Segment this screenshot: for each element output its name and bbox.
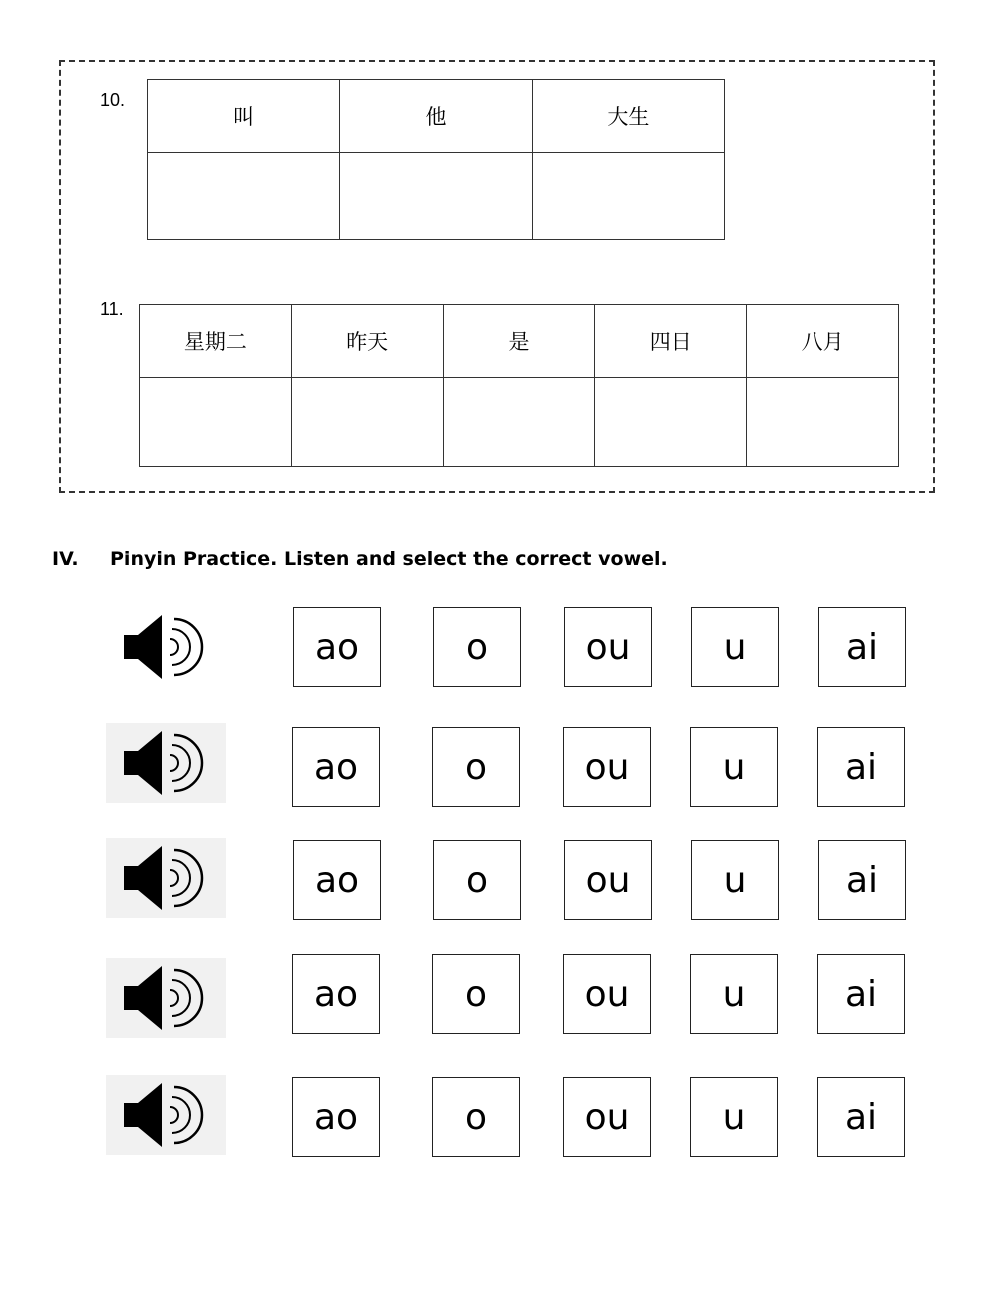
q10-header-cell: 大生 [532, 80, 724, 153]
q10-header-cell: 叫 [148, 80, 340, 153]
vowel-option-o[interactable]: o [432, 954, 520, 1034]
vowel-option-o[interactable]: o [432, 727, 520, 807]
vowel-option-ao[interactable]: ao [293, 607, 381, 687]
vowel-option-o[interactable]: o [433, 840, 521, 920]
q11-answer-cell[interactable] [140, 378, 292, 467]
vowel-option-ou[interactable]: ou [564, 607, 652, 687]
vowel-option-ao[interactable]: ao [292, 954, 380, 1034]
pinyin-row [0, 954, 1000, 1038]
question-11-table [139, 304, 899, 467]
vowel-option-ai[interactable]: ai [818, 840, 906, 920]
speaker-button[interactable] [106, 1075, 226, 1155]
q11-header-cell: 昨天 [291, 305, 443, 378]
q10-answer-cell[interactable] [340, 153, 532, 240]
q10-header-cell: 他 [340, 80, 532, 153]
speaker-button[interactable] [106, 958, 226, 1038]
vowel-option-ou[interactable]: ou [563, 954, 651, 1034]
vowel-option-ao[interactable]: ao [293, 840, 381, 920]
vowel-option-u[interactable]: u [690, 954, 778, 1034]
speaker-button[interactable] [106, 838, 226, 918]
vowel-option-ai[interactable]: ai [817, 727, 905, 807]
vowel-option-ou[interactable]: ou [564, 840, 652, 920]
question-10-table [147, 79, 725, 240]
speaker-icon [120, 962, 212, 1034]
vowel-option-u[interactable]: u [690, 727, 778, 807]
question-10-number: 10. [100, 90, 126, 110]
vowel-option-o[interactable]: o [433, 607, 521, 687]
q11-header-cell: 四日 [595, 305, 747, 378]
vowel-option-u[interactable]: u [690, 1077, 778, 1157]
q11-header-cell: 八月 [747, 305, 899, 378]
pinyin-row [0, 1077, 1000, 1161]
vowel-option-ai[interactable]: ai [818, 607, 906, 687]
q11-answer-cell[interactable] [595, 378, 747, 467]
speaker-icon [120, 1079, 212, 1151]
q10-answer-cell[interactable] [148, 153, 340, 240]
vowel-option-ao[interactable]: ao [292, 727, 380, 807]
speaker-icon [120, 842, 212, 914]
pinyin-row [0, 727, 1000, 811]
section-instructions: Pinyin Practice. Listen and select the correct vowel. [110, 548, 668, 570]
q10-answer-cell[interactable] [532, 153, 724, 240]
speaker-icon [120, 727, 212, 799]
speaker-icon [120, 611, 212, 683]
vowel-option-ao[interactable]: ao [292, 1077, 380, 1157]
q11-header-cell: 星期二 [140, 305, 292, 378]
question-11-number: 11. [100, 299, 124, 319]
pinyin-row [0, 607, 1000, 691]
pinyin-row [0, 840, 1000, 924]
q11-answer-cell[interactable] [291, 378, 443, 467]
speaker-button[interactable] [106, 723, 226, 803]
vowel-option-ou[interactable]: ou [563, 1077, 651, 1157]
q11-answer-cell[interactable] [443, 378, 595, 467]
q11-header-cell: 是 [443, 305, 595, 378]
vowel-option-ai[interactable]: ai [817, 954, 905, 1034]
q11-answer-cell[interactable] [747, 378, 899, 467]
vowel-option-u[interactable]: u [691, 840, 779, 920]
vowel-option-u[interactable]: u [691, 607, 779, 687]
vowel-option-o[interactable]: o [432, 1077, 520, 1157]
section-numeral: IV. [52, 548, 79, 570]
vowel-option-ai[interactable]: ai [817, 1077, 905, 1157]
speaker-button[interactable] [106, 607, 226, 687]
vowel-option-ou[interactable]: ou [563, 727, 651, 807]
